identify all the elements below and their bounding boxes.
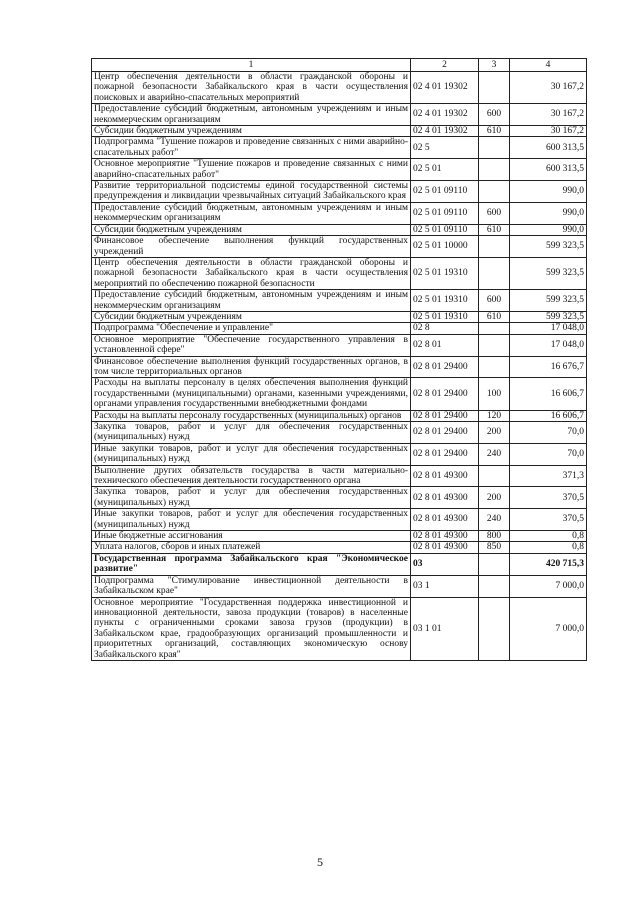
table-row [92,597,587,660]
table-row [92,290,587,312]
table-row [92,334,587,356]
row-amount: 30 167,2 [510,72,587,104]
row-expense-type: 240 [479,509,510,531]
table-row [92,104,587,126]
table-row [92,487,587,509]
row-expense-type: 200 [479,422,510,444]
row-expense-type: 600 [479,202,510,224]
row-name: Подпрограмма "Обеспечение и управление" [92,323,411,334]
row-code: 03 [411,553,479,575]
row-amount: 7 000,0 [510,575,587,597]
row-expense-type: 600 [479,104,510,126]
row-expense-type: 610 [479,224,510,235]
row-amount: 16 606,7 [510,410,587,421]
row-code: 02 8 01 49300 [411,487,479,509]
row-code: 02 5 01 09110 [411,181,479,203]
row-name: Расходы на выплаты персоналу в целях обеспечения выполнения функций государственными (муниципальными) органами, казенными учреждениями, органами управления государственными внебюджетными фондами [92,378,411,410]
row-amount: 16 676,7 [510,356,587,378]
row-expense-type: 610 [479,126,510,137]
row-code: 02 4 01 19302 [411,104,479,126]
row-amount: 0,8 [510,531,587,542]
row-amount: 370,5 [510,509,587,531]
row-code: 02 8 [411,323,479,334]
row-name: Финансовое обеспечение выполнения функций государственных органов, в том числе территориальных органов [92,356,411,378]
row-amount: 990,0 [510,224,587,235]
header-col-code: 2 [411,59,479,72]
header-col-type: 3 [479,59,510,72]
table-row [92,575,587,597]
header-col-name: 1 [92,59,411,72]
table-header [92,59,587,72]
row-name: Развитие территориальной подсистемы единой государственной системы предупреждения и ликвидации чрезвычайных ситуаций Забайкальского края [92,181,411,203]
row-name: Закупка товаров, работ и услуг для обеспечения государственных (муниципальных) нужд [92,422,411,444]
row-expense-type: 120 [479,410,510,421]
table-row [92,137,587,159]
table-row [92,126,587,137]
row-code: 02 5 01 10000 [411,236,479,258]
row-code: 02 5 01 09110 [411,224,479,235]
table-row [92,181,587,203]
row-name: Иные закупки товаров, работ и услуг для обеспечения государственных (муниципальных) нужд [92,509,411,531]
row-name: Государственная программа Забайкальского края "Экономическое развитие" [92,553,411,575]
row-amount: 370,5 [510,487,587,509]
row-amount: 30 167,2 [510,126,587,137]
row-name: Расходы на выплаты персоналу государственных (муниципальных) органов [92,410,411,421]
table-row [92,159,587,181]
row-name: Основное мероприятие "Обеспечение государственного управления в установленной сфере" [92,334,411,356]
page-number: 5 [317,855,323,869]
row-expense-type [479,236,510,258]
row-name: Субсидии бюджетным учреждениям [92,224,411,235]
row-expense-type [479,181,510,203]
row-expense-type: 610 [479,311,510,322]
row-amount: 599 323,5 [510,290,587,312]
row-code: 02 8 01 29400 [411,356,479,378]
header-col-amount: 4 [510,59,587,72]
row-code: 02 4 01 19302 [411,72,479,104]
table-row [92,422,587,444]
row-code: 03 1 01 [411,597,479,660]
row-expense-type [479,553,510,575]
row-expense-type: 600 [479,290,510,312]
row-amount: 600 313,5 [510,159,587,181]
row-amount: 16 606,7 [510,378,587,410]
row-amount: 599 323,5 [510,257,587,289]
row-code: 02 8 01 29400 [411,378,479,410]
row-amount: 70,0 [510,443,587,465]
row-code: 02 8 01 29400 [411,443,479,465]
header-row [92,59,587,72]
table-row [92,257,587,289]
row-expense-type [479,257,510,289]
table-row [92,236,587,258]
row-name: Субсидии бюджетным учреждениям [92,311,411,322]
table-row [92,202,587,224]
row-amount: 599 323,5 [510,236,587,258]
row-code: 02 4 01 19302 [411,126,479,137]
row-expense-type [479,575,510,597]
row-name: Закупка товаров, работ и услуг для обеспечения государственных (муниципальных) нужд [92,487,411,509]
row-code: 02 8 01 29400 [411,422,479,444]
row-code: 02 8 01 49300 [411,465,479,487]
table-row [92,509,587,531]
row-expense-type [479,334,510,356]
row-code: 02 8 01 [411,334,479,356]
table-row [92,311,587,322]
row-name: Финансовое обеспечение выполнения функций государственных учреждений [92,236,411,258]
table-row [92,378,587,410]
row-amount: 17 048,0 [510,334,587,356]
budget-document [91,58,586,661]
row-expense-type: 100 [479,378,510,410]
row-expense-type: 800 [479,531,510,542]
row-code: 02 5 [411,137,479,159]
table-body [92,72,587,661]
table-row [92,72,587,104]
table-row [92,465,587,487]
row-amount: 371,3 [510,465,587,487]
row-code: 02 5 01 19310 [411,257,479,289]
row-code: 02 8 01 49300 [411,509,479,531]
row-amount: 70,0 [510,422,587,444]
row-amount: 0,8 [510,542,587,553]
row-amount: 600 313,5 [510,137,587,159]
row-code: 02 8 01 49300 [411,531,479,542]
row-amount: 990,0 [510,181,587,203]
row-expense-type [479,72,510,104]
row-name: Центр обеспечения деятельности в области гражданской обороны и пожарной безопасности Забайкальского края в части осуществления поисковых и аварийно-спасательных мероприятий [92,72,411,104]
row-expense-type [479,465,510,487]
row-name: Предоставление субсидий бюджетным, автономным учреждениям и иным некоммерческим организациям [92,104,411,126]
row-name: Предоставление субсидий бюджетным, автономным учреждениям и иным некоммерческим организациям [92,290,411,312]
row-amount: 7 000,0 [510,597,587,660]
table-row [92,443,587,465]
budget-table [91,58,587,661]
row-amount: 599 323,5 [510,311,587,322]
table-row [92,323,587,334]
table-row [92,531,587,542]
row-name: Основное мероприятие "Тушение пожаров и проведение связанных с ними аварийно-спасательных работ" [92,159,411,181]
row-name: Выполнение других обязательств государства в части материально-технического обеспечения деятельности государственного органа [92,465,411,487]
row-expense-type [479,597,510,660]
row-code: 03 1 [411,575,479,597]
table-row [92,553,587,575]
row-code: 02 8 01 29400 [411,410,479,421]
row-code: 02 5 01 09110 [411,202,479,224]
row-amount: 420 715,3 [510,553,587,575]
table-row [92,410,587,421]
row-name: Подпрограмма "Стимулирование инвестиционной деятельности в Забайкальском крае" [92,575,411,597]
row-code: 02 5 01 19310 [411,290,479,312]
row-name: Субсидии бюджетным учреждениям [92,126,411,137]
row-name: Иные закупки товаров, работ и услуг для обеспечения государственных (муниципальных) нужд [92,443,411,465]
table-row [92,356,587,378]
row-code: 02 5 01 19310 [411,311,479,322]
table-row [92,542,587,553]
row-expense-type: 850 [479,542,510,553]
row-expense-type: 200 [479,487,510,509]
row-name: Иные бюджетные ассигнования [92,531,411,542]
row-amount: 990,0 [510,202,587,224]
row-expense-type [479,356,510,378]
row-amount: 17 048,0 [510,323,587,334]
row-name: Предоставление субсидий бюджетным, автономным учреждениям и иным некоммерческим организациям [92,202,411,224]
row-expense-type: 240 [479,443,510,465]
row-expense-type [479,323,510,334]
row-expense-type [479,159,510,181]
row-name: Уплата налогов, сборов и иных платежей [92,542,411,553]
row-name: Центр обеспечения деятельности в области гражданской обороны и пожарной безопасности Забайкальского края в части осуществления мероприятий по обеспечению пожарной безопасности [92,257,411,289]
row-code: 02 5 01 [411,159,479,181]
row-code: 02 8 01 49300 [411,542,479,553]
row-amount: 30 167,2 [510,104,587,126]
table-row [92,224,587,235]
row-expense-type [479,137,510,159]
row-name: Подпрограмма "Тушение пожаров и проведение связанных с ними аварийно-спасательных работ" [92,137,411,159]
row-name: Основное мероприятие "Государственная поддержка инвестиционной и инновационной деятельности, завоза продукции (товаров) в населенные пункты с ограниченными сроками завоза грузов (продукции) в Забайкальском крае, градообразующих организаций промышленности и приоритетных организаций, составляющих экономическую основу Забайкальского края" [92,597,411,660]
